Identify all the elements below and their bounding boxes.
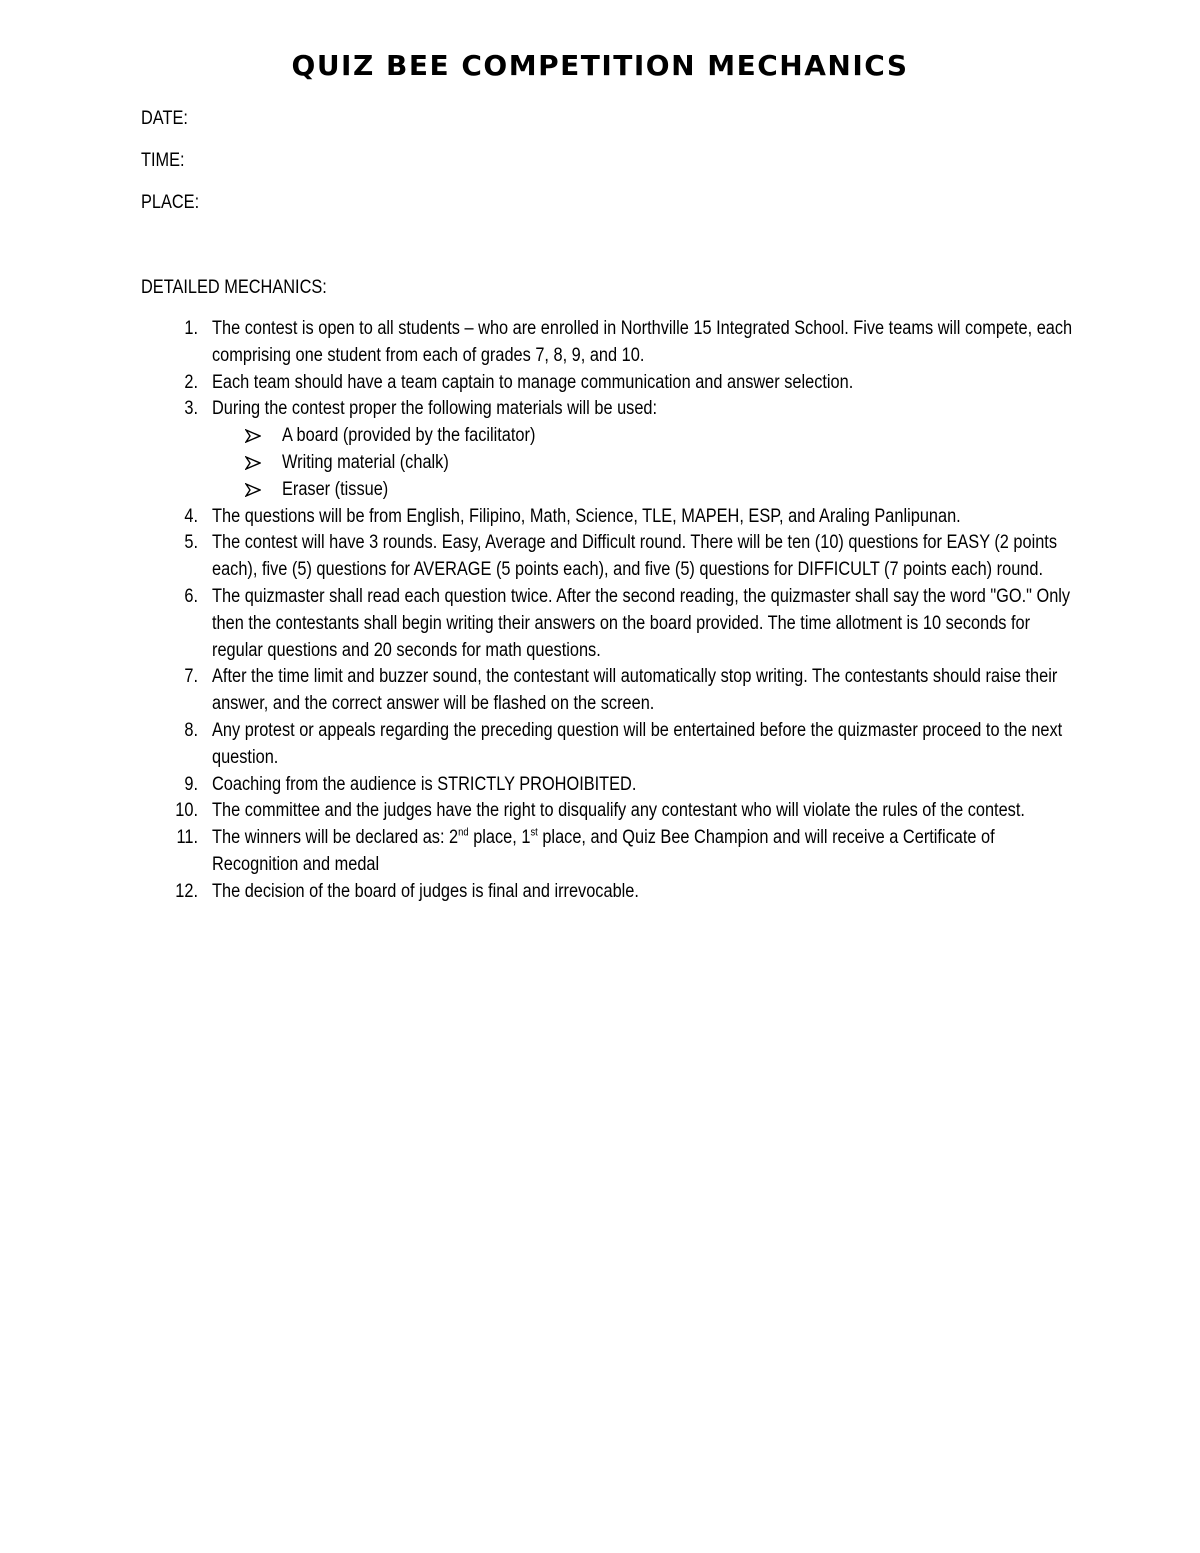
item-text: The questions will be from English, Filipino, Math, Science, TLE, MAPEH, ESP, and Araling Panlipunan. bbox=[212, 505, 961, 527]
item-text-part: place, 1 bbox=[468, 827, 531, 849]
item-text-part: The winners will be declared as: 2 bbox=[212, 827, 459, 849]
item-text bbox=[212, 825, 1081, 879]
list-item bbox=[0, 772, 1200, 799]
item-text-part: place, and Quiz Bee Champion and will receive a Certificate of Recognition and medal bbox=[212, 827, 995, 875]
arrow-bullet-icon bbox=[245, 477, 265, 504]
materials-sublist-container bbox=[0, 423, 1200, 503]
item-text: The contest is open to all students – who are enrolled in Northville 15 Integrated School. Five teams will compete, each comprising one student from each of grades 7, 8, 9, and 10. bbox=[212, 318, 1073, 366]
item-text: During the contest proper the following materials will be used: bbox=[212, 398, 658, 420]
item-number: 2. bbox=[184, 371, 198, 393]
section-heading: DETAILED MECHANICS: bbox=[141, 277, 327, 298]
sublist-item-text: A board (provided by the facilitator) bbox=[282, 425, 536, 447]
item-text: The contest will have 3 rounds. Easy, Average and Difficult round. There will be ten (10) questions for EASY (2 points each), five (5) questions for AVERAGE (5 points each), and five (5) questions for DIFFICULT (7 points each) round. bbox=[212, 532, 1058, 581]
item-number: 5. bbox=[184, 532, 198, 554]
list-item bbox=[0, 396, 1200, 423]
item-number: 3. bbox=[184, 398, 198, 420]
sublist-item bbox=[0, 477, 1200, 504]
item-number: 6. bbox=[184, 585, 198, 607]
time-field-label: TIME: bbox=[141, 150, 185, 171]
list-item bbox=[0, 879, 1200, 906]
item-number: 1. bbox=[184, 318, 198, 339]
sublist-item-text: Eraser (tissue) bbox=[282, 478, 389, 500]
ordinal-suffix: nd bbox=[458, 826, 469, 839]
document-title: QUIZ BEE COMPETITION MECHANICS bbox=[291, 49, 909, 82]
list-item bbox=[0, 664, 1200, 718]
sublist-item bbox=[0, 450, 1200, 477]
list-item bbox=[0, 798, 1200, 825]
list-item bbox=[0, 718, 1200, 772]
sublist-item bbox=[0, 423, 1200, 450]
list-item bbox=[0, 316, 1200, 370]
item-text: Coaching from the audience is STRICTLY PROHOIBITED. bbox=[212, 773, 637, 795]
item-number: 10. bbox=[175, 800, 198, 822]
item-text: The decision of the board of judges is final and irrevocable. bbox=[212, 880, 639, 902]
arrow-bullet-icon bbox=[245, 450, 265, 477]
list-item bbox=[0, 370, 1200, 397]
item-number: 11. bbox=[176, 827, 198, 849]
item-text: The committee and the judges have the right to disqualify any contestant who will violate the rules of the contest. bbox=[212, 800, 1025, 822]
sublist-item-text: Writing material (chalk) bbox=[282, 451, 449, 473]
ordinal-suffix: st bbox=[530, 826, 538, 839]
list-item bbox=[0, 584, 1200, 664]
date-field-label: DATE: bbox=[141, 108, 188, 129]
item-number: 4. bbox=[184, 505, 198, 527]
item-text: After the time limit and buzzer sound, the contestant will automatically stop writing. The contestants should raise their answer, and the correct answer will be flashed on the screen. bbox=[212, 666, 1058, 715]
item-text: Each team should have a team captain to manage communication and answer selection. bbox=[212, 371, 854, 393]
materials-sublist bbox=[0, 423, 1200, 503]
item-text: The quizmaster shall read each question twice. After the second reading, the quizmaster shall say the word "GO." Only then the contestants shall begin writing their answers on the board provided. The time allotment is 10 seconds for regular questions and 20 seconds for math questions. bbox=[212, 585, 1071, 661]
item-number: 12. bbox=[175, 880, 198, 902]
arrow-bullet-icon bbox=[245, 423, 265, 450]
item-text: Any protest or appeals regarding the preceding question will be entertained before the quizmaster proceed to the next question. bbox=[212, 719, 1063, 768]
list-item bbox=[0, 504, 1200, 531]
list-item bbox=[0, 825, 1200, 879]
item-number: 8. bbox=[184, 719, 198, 741]
mechanics-list bbox=[0, 316, 1200, 906]
list-item bbox=[0, 530, 1200, 584]
item-number: 7. bbox=[184, 666, 198, 688]
item-number: 9. bbox=[184, 773, 198, 795]
place-field-label: PLACE: bbox=[141, 192, 200, 213]
